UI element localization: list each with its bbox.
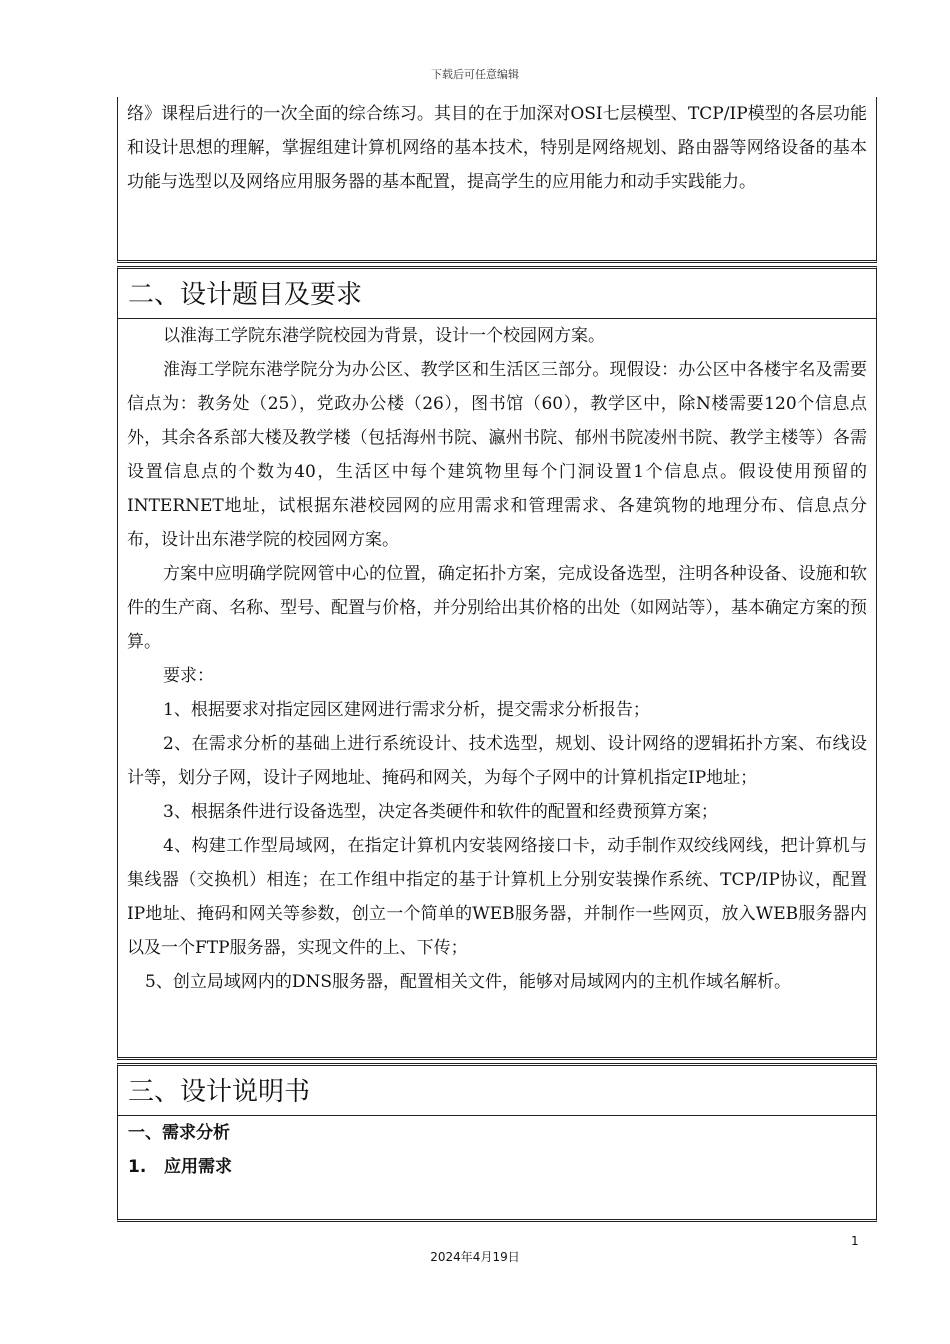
section2-title: 二、设计题目及要求 — [118, 269, 876, 319]
section2-paragraph-2: 淮海工学院东港学院分为办公区、教学区和生活区三部分。现假设：办公区中各楼宇名及需要信点为：教务处（25），党政办公楼（26），图书馆（60），教学区中，除N楼需要120个信息点外，其余各系部大楼及教学楼（包括海州书院、瀛州书院、郁州书院凌州书院、教学主楼等）各需设置信息点的个数为40，生活区中每个建筑物里每个门洞设置1个信息点。假设使用预留的INTERNET地址，试根据东港校园网的应用需求和管理需求、各建筑物的地理分布、信息点分布，设计出东港学院的校园网方案。 — [127, 360, 867, 550]
header-note: 下载后可任意编辑 — [431, 68, 519, 81]
section2-paragraph-1: 以淮海工学院东港学院校园为背景，设计一个校园网方案。 — [163, 326, 605, 346]
section2-paragraph-3: 方案中应明确学院网管中心的位置，确定拓扑方案，完成设备选型，注明各种设备、设施和软件的生产商、名称、型号、配置与价格，并分别给出其价格的出处（如网站等），基本确定方案的预算。 — [127, 564, 867, 652]
requirement-4: 4、构建工作型局域网，在指定计算机内安装网络接口卡，动手制作双绞线网线，把计算机与集线器（交换机）相连；在工作组中指定的基于计算机上分别安装操作系统、TCP/IP协议，配置IP地址、掩码和网关等参数，创立一个简单的WEB服务器，并制作一些网页，放入WEB服务器内以及一个FTP服务器，实现文件的上、下传； — [127, 836, 867, 958]
requirements-label: 要求： — [163, 666, 214, 686]
section-design-spec — [117, 1063, 877, 1222]
subheading-requirements-analysis: 一、需求分析 — [128, 1123, 230, 1143]
footer-date: 2024年4月19日 — [430, 1250, 520, 1264]
intro-paragraph: 络》课程后进行的一次全面的综合练习。其目的在于加深对OSI七层模型、TCP/IP模型的各层功能和设计思想的理解，掌握组建计算机网络的基本技术，特别是网络规划、路由器等网络设备的基本功能与选型以及网络应用服务器的基本配置，提高学生的应用能力和动手实践能力。 — [127, 104, 867, 192]
section-design-topic — [117, 266, 877, 1060]
subheading-application-requirements: 1. 应用需求 — [128, 1157, 233, 1177]
section3-title: 三、设计说明书 — [118, 1066, 876, 1116]
requirement-3: 3、根据条件进行设备选型，决定各类硬件和软件的配置和经费预算方案； — [163, 802, 718, 822]
requirement-2: 2、在需求分析的基础上进行系统设计、技术选型，规划、设计网络的逻辑拓扑方案、布线设计等，划分子网，设计子网地址、掩码和网关，为每个子网中的计算机指定IP地址； — [127, 734, 867, 788]
requirement-5: 5、创立局域网内的DNS服务器，配置相关文件，能够对局域网内的主机作域名解析。 — [145, 972, 791, 992]
intro-box — [117, 97, 877, 263]
page-number: 1 — [851, 1234, 859, 1248]
requirement-1: 1、根据要求对指定园区建网进行需求分析，提交需求分析报告； — [163, 700, 650, 720]
